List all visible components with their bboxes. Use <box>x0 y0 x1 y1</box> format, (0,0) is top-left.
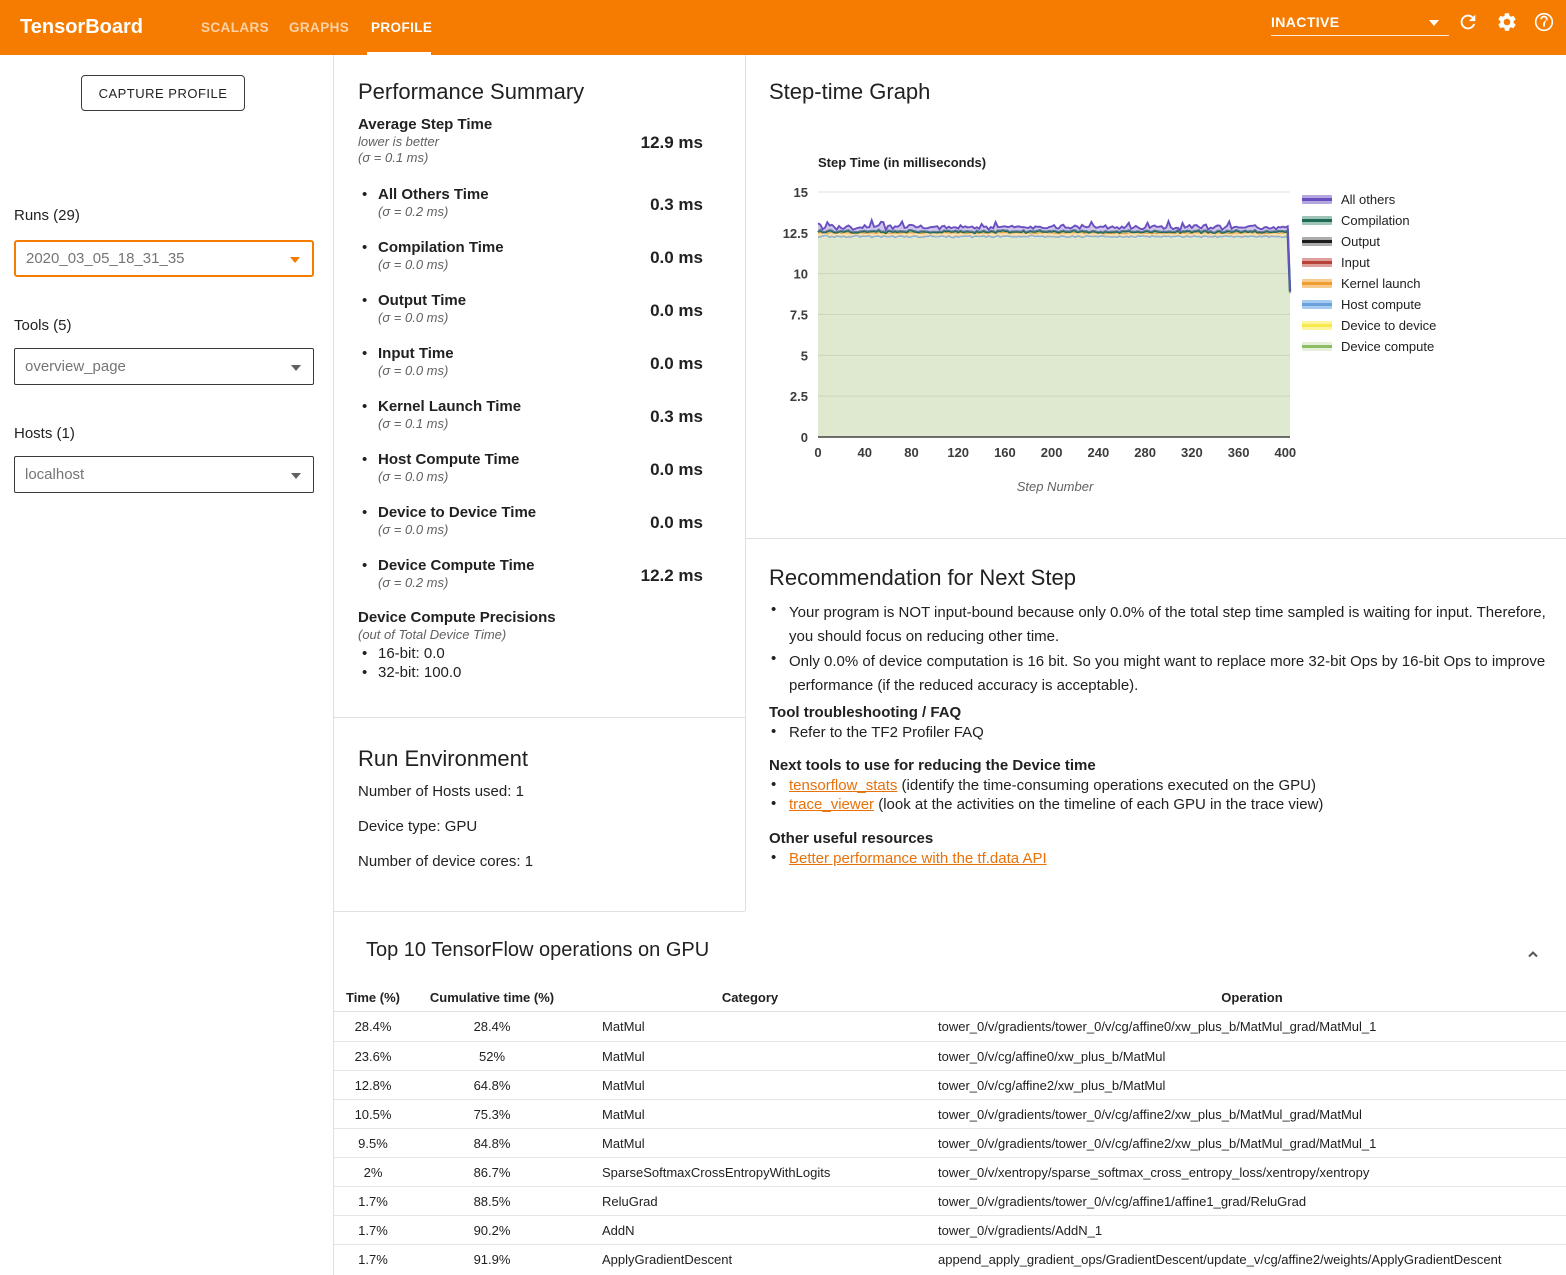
faq-item: Refer to the TF2 Profiler FAQ <box>789 724 984 741</box>
cell-cumulative: 64.8% <box>473 1077 511 1093</box>
bullet-marker: • <box>771 601 777 618</box>
tools-dropdown-value: overview_page <box>25 358 126 375</box>
legend-swatch-line <box>1302 324 1332 327</box>
svg-text:400: 400 <box>1274 445 1297 460</box>
bullet-marker: • <box>771 776 777 793</box>
chart-x-axis-label: Step Number <box>1016 479 1094 494</box>
top-ops-table <box>334 984 1566 1273</box>
cell-category: MatMul <box>602 1077 645 1093</box>
run-environment-line: Number of device cores: 1 <box>358 853 534 870</box>
column-header-operation: Operation <box>1221 990 1283 1005</box>
svg-text:2.5: 2.5 <box>789 389 808 405</box>
next-tools-title: Next tools to use for reducing the Device time <box>769 757 1096 774</box>
legend-swatch-line <box>1302 303 1332 306</box>
table-row[interactable] <box>334 1186 1566 1215</box>
cell-cumulative: 90.2% <box>473 1222 511 1238</box>
svg-text:0: 0 <box>814 445 822 460</box>
metric-value: 0.0 ms <box>650 354 703 373</box>
legend-item <box>1302 336 1436 357</box>
cell-time: 1.7% <box>358 1193 388 1209</box>
legend-label: All others <box>1341 192 1396 207</box>
hosts-label: Hosts (1) <box>14 425 75 442</box>
chevron-down-icon <box>1429 20 1439 26</box>
table-row[interactable] <box>334 1215 1566 1244</box>
cell-operation: tower_0/v/xentropy/sparse_softmax_cross_entropy_loss/xentropy/xentropy <box>938 1164 1370 1180</box>
collapse-chevron-up-icon[interactable] <box>1521 942 1545 966</box>
metric-sigma: (σ = 0.1 ms) <box>378 416 449 431</box>
help-icon[interactable] <box>1533 11 1557 35</box>
sidebar <box>0 55 334 1275</box>
table-row[interactable] <box>334 1012 1566 1041</box>
cell-cumulative: 88.5% <box>473 1193 511 1209</box>
legend-swatch <box>1302 321 1332 330</box>
step-time-chart <box>744 140 1304 475</box>
svg-text:160: 160 <box>994 445 1016 460</box>
column-header-cumulative: Cumulative time (%) <box>429 990 555 1005</box>
metric-label: Output Time <box>378 292 467 309</box>
legend-swatch-line <box>1302 261 1332 264</box>
runs-dropdown-value: 2020_03_05_18_31_35 <box>26 250 185 267</box>
cell-time: 1.7% <box>358 1222 388 1238</box>
metric-value: 0.0 ms <box>650 301 703 320</box>
metric-label: Kernel Launch Time <box>378 398 522 415</box>
bullet-marker: • <box>362 345 368 362</box>
svg-text:40: 40 <box>857 445 872 460</box>
metric-label: Device to Device Time <box>378 504 537 521</box>
legend-label: Kernel launch <box>1341 276 1421 291</box>
metric-value: 0.0 ms <box>650 513 703 532</box>
horizontal-divider <box>746 538 1566 539</box>
metric-sigma: (σ = 0.0 ms) <box>378 469 449 484</box>
cell-time: 1.7% <box>358 1251 388 1267</box>
cell-category: ApplyGradientDescent <box>602 1251 733 1267</box>
legend-swatch <box>1302 216 1332 225</box>
legend-label: Device to device <box>1341 318 1437 333</box>
bullet-marker: • <box>362 239 368 256</box>
tensorboard-logo: TensorBoard <box>20 16 143 38</box>
precision-item: 16-bit: 0.0 <box>378 645 445 662</box>
runs-label: Runs (29) <box>14 207 80 224</box>
legend-label: Output <box>1341 234 1381 249</box>
tool-link-desc: (identify the time-consuming operations executed on the GPU) <box>897 777 1316 794</box>
legend-item <box>1302 189 1436 210</box>
recommendation-bullet: Only 0.0% of device computation is 16 bit. So you might want to replace more 32-bit Ops by 16-bit Ops to improve performance (if the reduced accuracy is acceptable). <box>789 653 1546 694</box>
cell-operation: tower_0/v/cg/affine2/xw_plus_b/MatMul <box>938 1077 1166 1093</box>
bullet-marker: • <box>362 292 368 309</box>
column-header-category: Category <box>721 990 779 1005</box>
metric-sigma: (σ = 0.0 ms) <box>378 310 449 325</box>
table-row[interactable] <box>334 1041 1566 1070</box>
legend-swatch-line <box>1302 219 1332 222</box>
legend-swatch-line <box>1302 282 1332 285</box>
bullet-marker: • <box>362 557 368 574</box>
chevron-down-icon <box>291 365 301 371</box>
run-environment-line: Device type: GPU <box>358 818 478 835</box>
cell-category: MatMul <box>602 1019 645 1034</box>
chart-legend <box>1302 189 1436 357</box>
recommendation-bullet: Your program is NOT input-bound because only 0.0% of the total step time sampled is waiting for input. Therefore, you should focus on reducing other time. <box>789 604 1546 645</box>
faq-title: Tool troubleshooting / FAQ <box>769 704 962 721</box>
cell-operation: tower_0/v/gradients/AddN_1 <box>938 1222 1103 1238</box>
svg-text:10: 10 <box>793 266 808 282</box>
resource-link[interactable]: Better performance with the tf.data API <box>789 850 1047 867</box>
table-row[interactable] <box>334 1128 1566 1157</box>
svg-text:280: 280 <box>1134 445 1156 460</box>
hosts-dropdown[interactable] <box>14 456 314 493</box>
bullet-marker: • <box>771 795 777 812</box>
cell-time: 10.5% <box>354 1106 392 1122</box>
cell-cumulative: 75.3% <box>473 1106 511 1122</box>
legend-swatch <box>1302 300 1332 309</box>
cell-cumulative: 91.9% <box>473 1251 511 1267</box>
step-time-graph-title: Step-time Graph <box>769 79 931 104</box>
metric-sigma: (σ = 0.0 ms) <box>378 522 449 537</box>
svg-text:5: 5 <box>800 348 808 364</box>
legend-label: Input <box>1341 255 1370 270</box>
cell-cumulative: 28.4% <box>473 1019 511 1034</box>
tab-scalars[interactable]: SCALARS <box>201 20 270 35</box>
legend-item <box>1302 210 1436 231</box>
cell-cumulative: 52% <box>478 1048 506 1064</box>
legend-swatch <box>1302 258 1332 267</box>
chevron-down-icon <box>290 257 300 263</box>
legend-item <box>1302 294 1436 315</box>
svg-text:0: 0 <box>800 430 808 445</box>
bullet-marker: • <box>771 723 777 740</box>
resources-title: Other useful resources <box>769 830 934 847</box>
cell-category: AddN <box>602 1222 635 1238</box>
metric-value: 0.3 ms <box>650 407 703 426</box>
metric-sigma: (σ = 0.0 ms) <box>378 363 449 378</box>
top-ops-title: Top 10 TensorFlow operations on GPU <box>366 939 710 961</box>
svg-text:360: 360 <box>1227 445 1250 460</box>
hosts-dropdown-value: localhost <box>25 466 85 483</box>
table-row[interactable] <box>334 1099 1566 1128</box>
status-dropdown-value: INACTIVE <box>1271 14 1340 30</box>
legend-item <box>1302 231 1436 252</box>
tools-dropdown[interactable] <box>14 348 314 385</box>
metric-label: Host Compute Time <box>378 451 520 468</box>
run-environment-line: Number of Hosts used: 1 <box>358 783 524 800</box>
svg-text:12.5: 12.5 <box>782 225 808 241</box>
metric-sigma: (σ = 0.0 ms) <box>378 257 449 272</box>
metric-sigma: (σ = 0.1 ms) <box>358 150 429 165</box>
cell-category: SparseSoftmaxCrossEntropyWithLogits <box>602 1164 831 1180</box>
metric-label: All Others Time <box>378 186 489 203</box>
svg-text:200: 200 <box>1040 445 1063 460</box>
tab-graphs[interactable]: GRAPHS <box>289 20 350 35</box>
bullet-marker: • <box>362 451 368 468</box>
bullet-marker: • <box>362 398 368 415</box>
settings-gear-icon[interactable] <box>1496 11 1520 35</box>
metric-note: lower is better <box>358 134 439 149</box>
metric-value: 12.9 ms <box>640 133 703 152</box>
cell-cumulative: 84.8% <box>473 1135 511 1151</box>
cell-time: 2% <box>363 1164 383 1180</box>
cell-time: 12.8% <box>354 1077 392 1093</box>
cell-time: 23.6% <box>354 1048 392 1064</box>
bullet-marker: • <box>362 504 368 521</box>
bullet-marker: • <box>362 664 368 681</box>
metric-value: 0.0 ms <box>650 460 703 479</box>
table-row[interactable] <box>334 1157 1566 1186</box>
legend-item <box>1302 315 1436 336</box>
bullet-marker: • <box>362 186 368 203</box>
cell-time: 9.5% <box>358 1135 388 1151</box>
legend-swatch <box>1302 342 1332 351</box>
metric-label: Average Step Time <box>358 116 493 133</box>
legend-swatch <box>1302 195 1332 204</box>
recommendation-title: Recommendation for Next Step <box>769 565 1076 590</box>
svg-text:15: 15 <box>793 185 808 200</box>
svg-text:120: 120 <box>947 445 970 460</box>
svg-text:240: 240 <box>1087 445 1110 460</box>
metric-value: 0.3 ms <box>650 195 703 214</box>
column-header-time: Time (%) <box>346 990 400 1005</box>
cell-time: 28.4% <box>354 1019 392 1034</box>
metric-value: 0.0 ms <box>650 248 703 267</box>
cell-operation: tower_0/v/gradients/tower_0/v/cg/affine0/xw_plus_b/MatMul_grad/MatMul_1 <box>938 1019 1377 1034</box>
cell-operation: append_apply_gradient_ops/GradientDescent/update_v/cg/affine2/weights/ApplyGradientDescent <box>938 1251 1502 1267</box>
horizontal-divider <box>334 717 745 718</box>
legend-swatch-line <box>1302 198 1332 201</box>
chevron-down-icon <box>291 473 301 479</box>
cell-category: MatMul <box>602 1135 645 1151</box>
cell-operation: tower_0/v/gradients/tower_0/v/cg/affine1/affine1_grad/ReluGrad <box>938 1193 1307 1209</box>
metric-sigma: (σ = 0.2 ms) <box>378 204 449 219</box>
bullet-marker: • <box>771 650 777 667</box>
legend-swatch <box>1302 237 1332 246</box>
cell-category: MatMul <box>602 1106 645 1122</box>
metric-value: 12.2 ms <box>640 566 703 585</box>
status-dropdown[interactable] <box>1271 9 1449 36</box>
legend-item <box>1302 273 1436 294</box>
svg-text:80: 80 <box>904 445 919 460</box>
legend-label: Host compute <box>1341 297 1422 312</box>
precisions-note: (out of Total Device Time) <box>358 627 507 642</box>
bullet-marker: • <box>771 849 777 866</box>
cell-cumulative: 86.7% <box>473 1164 511 1180</box>
run-environment-title: Run Environment <box>358 746 528 771</box>
tool-link-line <box>789 795 1547 814</box>
refresh-icon[interactable] <box>1457 11 1481 35</box>
resource-link-line <box>789 849 1547 868</box>
metric-label: Compilation Time <box>378 239 504 256</box>
metric-sigma: (σ = 0.2 ms) <box>378 575 449 590</box>
table-row[interactable] <box>334 1070 1566 1099</box>
metric-label: Device Compute Time <box>378 557 535 574</box>
legend-swatch <box>1302 279 1332 288</box>
tool-link-desc: (look at the activities on the timeline of each GPU in the trace view) <box>874 796 1324 813</box>
precisions-title: Device Compute Precisions <box>358 609 556 626</box>
chart-title: Step Time (in milliseconds) <box>818 155 987 170</box>
metric-label: Input Time <box>378 345 454 362</box>
legend-swatch-line <box>1302 345 1332 348</box>
cell-category: MatMul <box>602 1048 645 1064</box>
top-app-bar <box>0 0 1566 55</box>
svg-text:320: 320 <box>1181 445 1203 460</box>
legend-label: Compilation <box>1341 213 1410 228</box>
performance-summary-title: Performance Summary <box>358 79 585 104</box>
precision-item: 32-bit: 100.0 <box>378 664 462 681</box>
cell-operation: tower_0/v/gradients/tower_0/v/cg/affine2/xw_plus_b/MatMul_grad/MatMul_1 <box>938 1135 1377 1151</box>
cell-category: ReluGrad <box>602 1193 658 1209</box>
capture-profile-button[interactable]: CAPTURE PROFILE <box>81 75 245 111</box>
legend-swatch-line <box>1302 240 1332 243</box>
active-tab-underline <box>367 52 431 55</box>
cell-operation: tower_0/v/cg/affine0/xw_plus_b/MatMul <box>938 1048 1166 1064</box>
horizontal-divider <box>334 911 745 912</box>
cell-operation: tower_0/v/gradients/tower_0/v/cg/affine2/xw_plus_b/MatMul_grad/MatMul <box>938 1106 1362 1122</box>
table-header-row <box>334 984 1566 1012</box>
tool-link[interactable]: trace_viewer <box>789 796 875 813</box>
tools-label: Tools (5) <box>14 317 72 334</box>
tool-link-line <box>789 776 1547 795</box>
runs-dropdown[interactable] <box>14 240 314 277</box>
tool-link[interactable]: tensorflow_stats <box>789 777 898 794</box>
bullet-marker: • <box>362 645 368 662</box>
svg-text:7.5: 7.5 <box>789 307 808 323</box>
legend-item <box>1302 252 1436 273</box>
tab-profile[interactable]: PROFILE <box>371 20 433 35</box>
legend-label: Device compute <box>1341 339 1435 354</box>
table-row[interactable] <box>334 1244 1566 1273</box>
